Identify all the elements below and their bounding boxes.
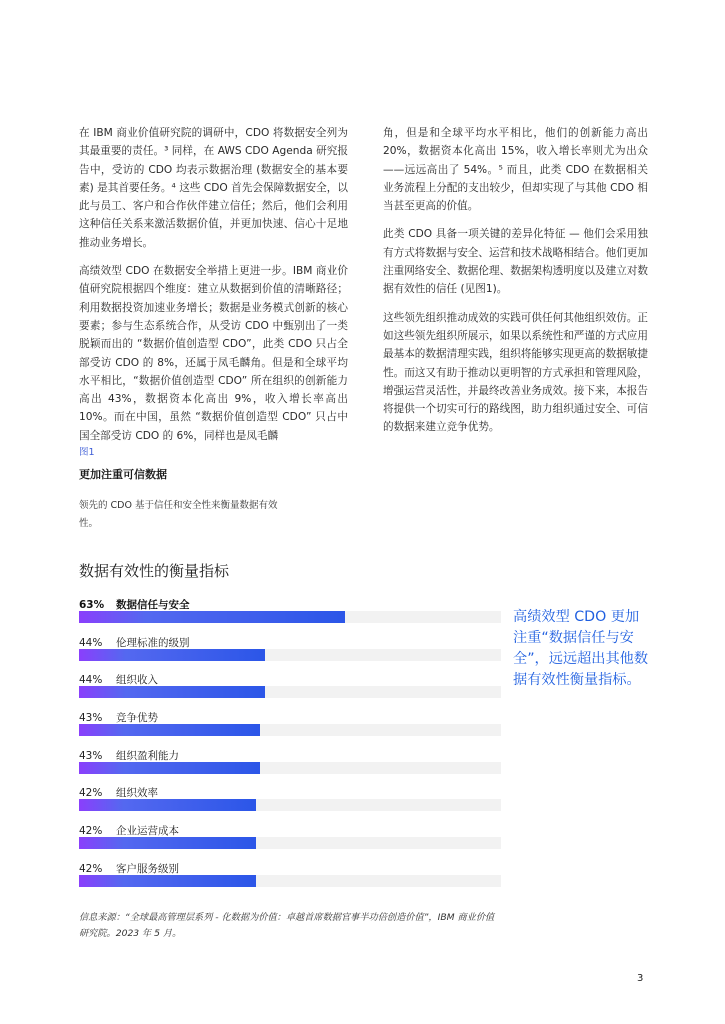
bar-row: [79, 672, 501, 710]
right-paragraph-3: 这些领先组织推动成效的实践可供任何其他组织效仿。正如这些领先组织所展示，如果以系统性和严谨的方式应用最基本的数据清理实践，组织将能够实现更高的数据敏捷性。而这又有助于推动以更明智的方式承担和管理风险，增强运营灵活性，并最终改善业务成效。接下来，本报告将提供一个切实可行的路线图，助力组织通过安全、可信的数据来建立竞争优势。: [383, 311, 648, 434]
left-paragraph-1: 在 IBM 商业价值研究院的调研中，CDO 将数据安全列为其最重要的责任。³ 同样，在 AWS CDO Agenda 研究报告中，受访的 CDO 均表示数据治理 (数据安全的基本要素) 是其首要任务。⁴ 这些 CDO 首先会保障数据安全，以此与员工、客户和合作伙伴建立信任；然后，他们会利用这种信任关系来激活数据价值，并更加快速、信心十足地推动业务增长。: [79, 127, 348, 249]
bar-category-label: 组织收入: [116, 674, 158, 687]
bar-track: [79, 724, 501, 736]
bar-track: [79, 686, 501, 698]
bar: [79, 762, 260, 774]
bar-label: [79, 672, 158, 687]
bar-value-label: 42%: [79, 787, 103, 800]
bar-row: [79, 635, 501, 673]
left-paragraph-2: 高绩效型 CDO 在数据安全举措上更进一步。IBM 商业价值研究院根据四个维度：建立从数据到价值的清晰路径；利用数据投资加速业务增长；数据是业务模式创新的核心要素；参与生态系统合作，从受访 CDO 中甄别出了一类脱颖而出的 “数据价值创造型 CDO”，此类 CDO 只占全部受访 CDO 的 8%，还属于凤毛麟角。但是和全球平均水平相比，“数据价值创造型 CDO” 所在组织的创新能力高出 43%，数据资本化高出 9%，收入增长率高出 10%。而在中国，虽然 “数据价值创造型 CDO” 只占中国全部受访 CDO 的 6%，同样也是凤毛麟: [79, 265, 348, 442]
right-paragraph-2: 此类 CDO 具备一项关键的差异化特征 — 他们会采用独有方式将数据与安全、运营和技术战略相结合。他们更加注重网络安全、数据伦理、数据架构透明度以及建立对数据有效性的信任 (见图1)。: [383, 228, 648, 296]
bar-label: [79, 635, 190, 650]
bar-track: [79, 762, 501, 774]
bar: [79, 649, 265, 661]
bar-row: [79, 823, 501, 861]
bar-row: [79, 597, 501, 635]
bar: [79, 686, 265, 698]
bar-category-label: 竞争优势: [116, 712, 158, 725]
figure-label: 图1: [79, 447, 95, 458]
bar: [79, 837, 256, 849]
bar-label: [79, 597, 190, 612]
bar-value-label: 63%: [79, 599, 105, 611]
bar-track: [79, 799, 501, 811]
bar-category-label: 企业运营成本: [116, 825, 179, 838]
bar-row: [79, 710, 501, 748]
bar-label: [79, 748, 179, 763]
bar-category-label: 伦理标准的级别: [116, 636, 190, 649]
bar: [79, 799, 256, 811]
bar-category-label: 客户服务级别: [116, 862, 179, 875]
bar-value-label: 43%: [79, 712, 103, 725]
bar-label: [79, 785, 158, 800]
bar-category-label: 组织盈利能力: [116, 749, 179, 762]
chart-title: 数据有效性的衡量指标: [79, 562, 230, 580]
bar-label: [79, 861, 179, 876]
bar-value-label: 43%: [79, 749, 103, 762]
figure-description: 领先的 CDO 基于信任和安全性来衡量数据有效性。: [79, 500, 278, 529]
bar-row: [79, 861, 501, 899]
source-note: 信息来源：“全球最高管理层系列 - 化数据为价值：卓越首席数据官事半功倍创造价值”，IBM 商业价值研究院。2023 年 5 月。: [79, 912, 495, 939]
bar-track: [79, 837, 501, 849]
bar-label: [79, 710, 158, 725]
bar: [79, 611, 345, 623]
bar-label: [79, 823, 179, 838]
figure-title: 更加注重可信数据: [79, 468, 167, 481]
bar-track: [79, 649, 501, 661]
bar: [79, 724, 260, 736]
bar-row: [79, 785, 501, 823]
bar-chart: [79, 597, 501, 899]
left-text-column: [79, 124, 348, 455]
page-number: 3: [637, 973, 644, 984]
right-text-column: [383, 124, 648, 447]
bar: [79, 875, 256, 887]
callout-text: 高绩效型 CDO 更加注重“数据信任与安全”，远远超出其他数据有效性衡量指标。: [513, 609, 649, 688]
bar-value-label: 42%: [79, 862, 103, 875]
bar-value-label: 44%: [79, 636, 103, 649]
bar-category-label: 组织效率: [116, 787, 158, 800]
right-paragraph-1: 角，但是和全球平均水平相比，他们的创新能力高出 20%，数据资本化高出 15%，收入增长率则尤为出众——远远高出了 54%。⁵ 而且，此类 CDO 在数据相关业务流程上分配的支出较少，但却实现了与其他 CDO 相当甚至更高的价值。: [383, 127, 648, 213]
bar-value-label: 42%: [79, 825, 103, 838]
bar-track: [79, 875, 501, 887]
bar-value-label: 44%: [79, 674, 103, 687]
bar-category-label: 数据信任与安全: [116, 599, 190, 611]
bar-row: [79, 748, 501, 786]
bar-track: [79, 611, 501, 623]
